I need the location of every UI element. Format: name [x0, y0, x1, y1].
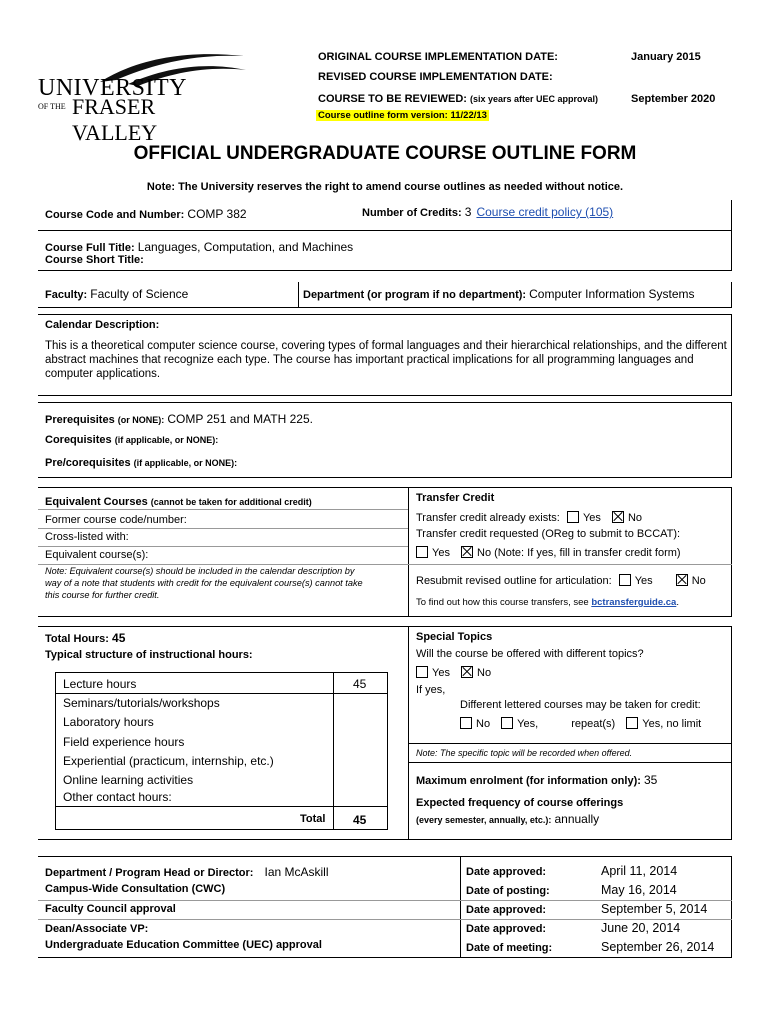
- special-options: [460, 717, 701, 730]
- frequency-label: Expected frequency of course offerings: [416, 797, 624, 809]
- resubmit-no-checkbox[interactable]: [676, 574, 688, 586]
- approval-5-date-label: Date of meeting:: [466, 942, 553, 954]
- course-code-label: Course Code and Number:: [45, 209, 185, 221]
- transfer-exists-yes-checkbox[interactable]: [567, 511, 579, 523]
- prereq-label: Prerequisites: [45, 414, 115, 426]
- findout: [416, 597, 679, 608]
- approval-5-label: Undergraduate Education Committee (UEC) approval: [45, 939, 322, 951]
- findout-period: .: [676, 597, 679, 608]
- resubmit-yes-label: Yes: [634, 575, 653, 587]
- calendar-line-1: This is a theoretical computer science course, covering types of formal languages and their hierarchical relationships, and the different: [45, 340, 727, 352]
- approval-2-date-label: Date of posting:: [466, 885, 550, 897]
- lettered-no-checkbox[interactable]: [460, 717, 472, 729]
- short-title-label: Course Short Title:: [45, 254, 144, 266]
- logo-of-the: OF THE: [38, 102, 66, 111]
- equivalent-label: Equivalent Courses: [45, 496, 148, 508]
- calendar-line-3: computer applications.: [45, 368, 161, 380]
- findout-text: To find out how this course transfers, see: [416, 597, 589, 608]
- approval-4-date: June 20, 2014: [601, 921, 681, 935]
- logo-university: UNIVERSITY: [38, 75, 187, 101]
- max-enrolment: [416, 773, 657, 787]
- special-question: Will the course be offered with different topics?: [416, 648, 644, 660]
- special-no-label: No: [477, 667, 492, 679]
- credits-value: 3: [464, 205, 472, 219]
- corequisites: [45, 434, 218, 446]
- transfer-exists-no-checkbox[interactable]: [612, 511, 624, 523]
- department-value: Computer Information Systems: [529, 287, 695, 301]
- full-title-label: Course Full Title:: [45, 242, 135, 254]
- equivalent-italic-1: Note: Equivalent course(s) should be included in the calendar description by: [45, 566, 355, 576]
- hours-row-seminars: Seminars/tutorials/workshops: [63, 696, 220, 710]
- frequency: [416, 812, 599, 826]
- former-code: Former course code/number:: [45, 514, 187, 526]
- approval-4-date-label: Date approved:: [466, 923, 547, 935]
- resubmit: [416, 574, 706, 587]
- transfer-exists-text: Transfer credit already exists:: [416, 512, 560, 524]
- approval-1-name: Ian McAskill: [264, 865, 329, 879]
- special-topics-label: Special Topics: [416, 631, 493, 643]
- coreq-label: Corequisites: [45, 434, 112, 446]
- review-label: COURSE TO BE REVIEWED:: [318, 93, 467, 105]
- credits-label: Number of Credits:: [362, 207, 462, 219]
- review-note: (six years after UEC approval): [470, 94, 599, 104]
- special-ifyes: If yes,: [416, 684, 446, 696]
- hours-row-experiential: Experiential (practicum, internship, etc.): [63, 754, 274, 768]
- hours-row-lecture-value: 45: [353, 677, 367, 691]
- special-no-checkbox[interactable]: [461, 666, 473, 678]
- approval-2-date: May 16, 2014: [601, 883, 677, 897]
- review-line: [318, 93, 598, 105]
- lettered-repeat-label: repeat(s): [571, 718, 616, 730]
- frequency-value: annually: [554, 812, 600, 826]
- faculty-label: Faculty:: [45, 289, 88, 301]
- review-value: September 2020: [631, 93, 716, 105]
- prereq-note: (or NONE):: [117, 415, 165, 425]
- typical-structure: Typical structure of instructional hours:: [45, 649, 253, 661]
- transfer-label: Transfer Credit: [416, 492, 495, 504]
- resubmit-yes-checkbox[interactable]: [619, 574, 631, 586]
- lettered-nolimit-checkbox[interactable]: [626, 717, 638, 729]
- lettered-yes-label: Yes,: [517, 718, 539, 730]
- credits: [362, 205, 613, 219]
- form-note: Note: The University reserves the right to amend course outlines as needed without notice.: [146, 181, 624, 193]
- approval-1-date: April 11, 2014: [601, 864, 678, 878]
- transfer-requested-yes-label: Yes: [432, 547, 450, 559]
- hours-row-online: Online learning activities: [63, 773, 194, 787]
- approval-2-label: Campus-Wide Consultation (CWC): [45, 883, 226, 895]
- special-note: Note: The specific topic will be recorded when offered.: [416, 748, 633, 758]
- approval-4-label: Dean/Associate VP:: [45, 923, 149, 935]
- faculty-value: Faculty of Science: [90, 287, 189, 301]
- lettered-no-label: No: [476, 718, 491, 730]
- equivalent-courses: [45, 496, 312, 508]
- university-logo: [38, 48, 243, 145]
- revised-impl-label: REVISED COURSE IMPLEMENTATION DATE:: [318, 71, 553, 83]
- hours-total-value: 45: [353, 813, 367, 827]
- prerequisites: [45, 412, 313, 426]
- department-label: Department (or program if no department):: [303, 289, 527, 301]
- course-code-value: COMP 382: [187, 207, 247, 221]
- equivalent-italic-3: this course for further credit.: [45, 590, 160, 600]
- frequency-note: (every semester, annually, etc.):: [416, 815, 552, 825]
- calendar-label: Calendar Description:: [45, 319, 160, 331]
- approval-5-date: September 26, 2014: [601, 940, 715, 954]
- total-hours: [45, 631, 125, 645]
- bctransferguide-link[interactable]: bctransferguide.ca: [591, 597, 677, 608]
- faculty: [45, 287, 188, 301]
- course-code: [45, 207, 247, 221]
- total-hours-label: Total Hours:: [45, 633, 109, 645]
- approval-3-label: Faculty Council approval: [45, 903, 176, 915]
- approval-1-label: Department / Program Head or Director:: [45, 867, 254, 879]
- approval-3-date-label: Date approved:: [466, 904, 547, 916]
- hours-row-field: Field experience hours: [63, 735, 185, 749]
- hours-row-lecture: Lecture hours: [63, 677, 137, 691]
- equivalent-italic-2: way of a note that students with credit for the equivalent course(s) cannot take: [45, 578, 363, 588]
- resubmit-text: Resubmit revised outline for articulation:: [416, 575, 612, 587]
- approval-1-date-label: Date approved:: [466, 866, 547, 878]
- transfer-requested-no-checkbox[interactable]: [461, 546, 473, 558]
- transfer-requested-options: [416, 546, 681, 559]
- special-lettered: Different lettered courses may be taken for credit:: [460, 699, 701, 711]
- hours-row-other: Other contact hours:: [63, 790, 172, 804]
- hours-total-label: Total: [300, 813, 326, 825]
- precoreq-note: (if applicable, or NONE):: [133, 458, 238, 468]
- max-enrolment-label: Maximum enrolment (for information only):: [416, 775, 641, 787]
- hours-row-laboratory: Laboratory hours: [63, 715, 154, 729]
- logo-fraser-valley: FRASER VALLEY: [72, 94, 158, 145]
- transfer-requested-no-label: No (Note: If yes, fill in transfer credit form): [477, 547, 681, 559]
- orig-impl-value: January 2015: [631, 51, 701, 63]
- lettered-nolimit-label: Yes, no limit: [642, 718, 702, 730]
- department: [303, 287, 695, 301]
- orig-impl-label: ORIGINAL COURSE IMPLEMENTATION DATE:: [318, 51, 558, 63]
- total-hours-value: 45: [112, 631, 126, 645]
- equivalent-courses-field: Equivalent course(s):: [45, 549, 149, 561]
- full-title-value: Languages, Computation, and Machines: [137, 240, 354, 254]
- resubmit-no-label: No: [691, 575, 706, 587]
- transfer-exists-no-label: No: [627, 512, 643, 524]
- max-enrolment-value: 35: [643, 773, 658, 787]
- precorequisites: [45, 457, 237, 469]
- coreq-note: (if applicable, or NONE):: [114, 435, 219, 445]
- transfer-exists: [416, 511, 642, 524]
- form-version: Course outline form version: 11/22/13: [318, 110, 487, 121]
- approval-3-date: September 5, 2014: [601, 902, 708, 916]
- transfer-exists-yes-label: Yes: [582, 512, 601, 524]
- calendar-line-2: abstract machines that recognize each type. The course has important practical implications for all programming languages and: [45, 354, 694, 366]
- transfer-requested: Transfer credit requested (OReg to submit to BCCAT):: [416, 528, 681, 540]
- special-yes-label: Yes: [432, 667, 450, 679]
- full-title: [45, 240, 353, 254]
- transfer-requested-yes-checkbox[interactable]: [416, 546, 428, 558]
- lettered-yes-checkbox[interactable]: [501, 717, 513, 729]
- special-yes-checkbox[interactable]: [416, 666, 428, 678]
- precoreq-label: Pre/corequisites: [45, 457, 131, 469]
- form-title: OFFICIAL UNDERGRADUATE COURSE OUTLINE FORM: [133, 143, 637, 164]
- credit-policy-link[interactable]: Course credit policy (105): [476, 205, 614, 219]
- approval-row-1: [45, 865, 329, 879]
- equivalent-note: (cannot be taken for additional credit): [150, 497, 312, 507]
- prereq-value: COMP 251 and MATH 225.: [167, 412, 313, 426]
- special-yes-no: [416, 666, 491, 679]
- cross-listed: Cross-listed with:: [45, 531, 129, 543]
